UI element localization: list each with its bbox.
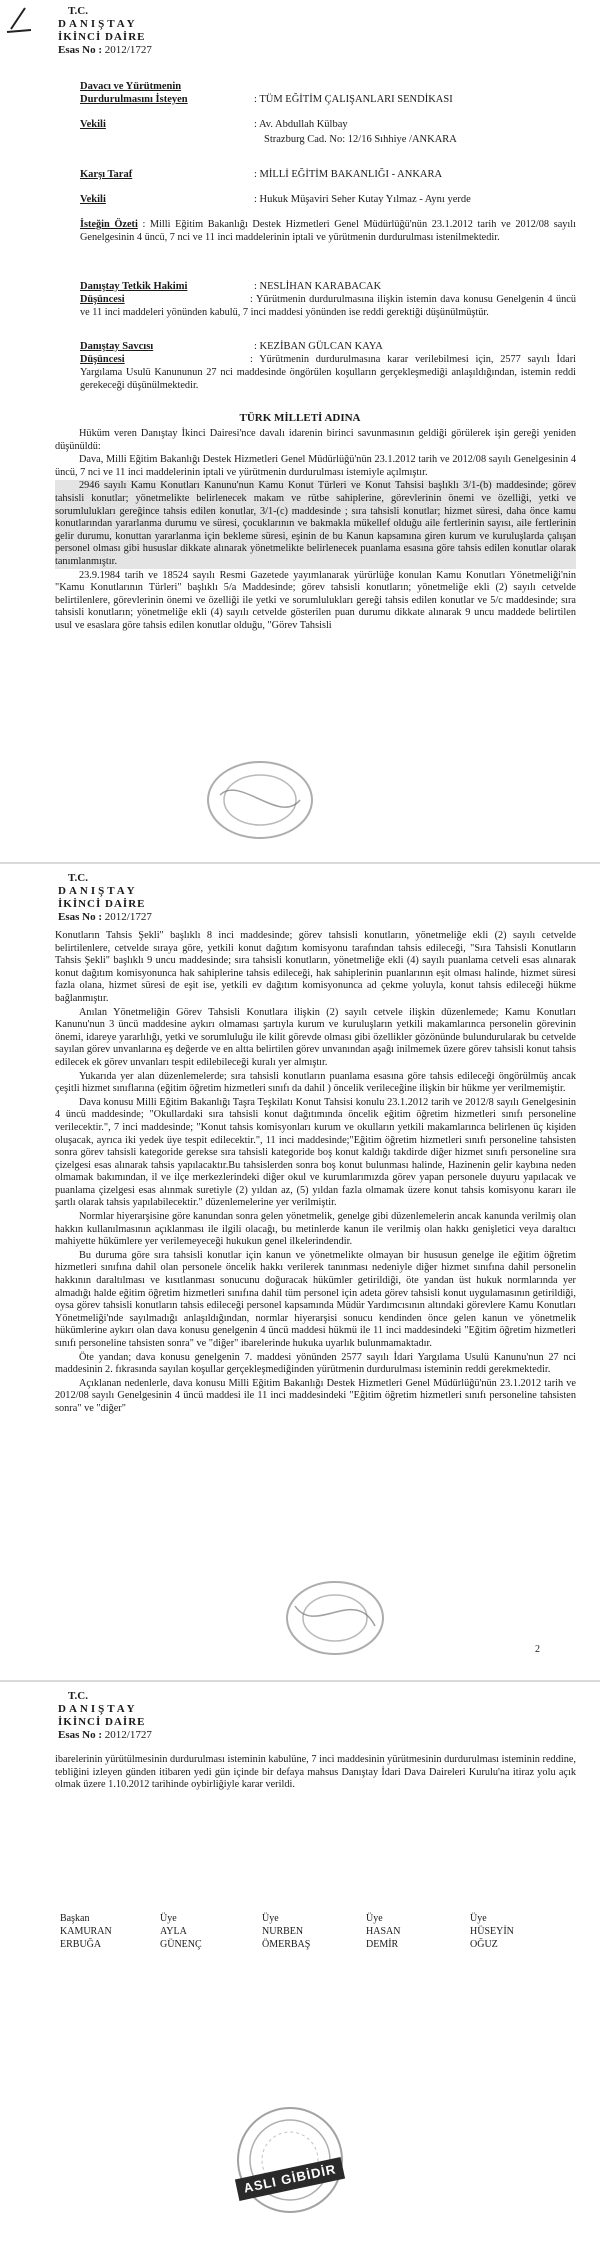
request-summary <box>80 218 576 244</box>
paragraph: 2946 sayılı Kamu Konutları Kanunu'nun Kamu Konut Türleri ve Konut Tahsisi başlıklı 3/1-(b) maddesinde; görev tahsisli konutlar; yönetmelikte belirlenecek makam ve rütbe sahiplerine, görevlerinin önemi ve özelliği, yetki ve sorumlulukları gereğince tahsis edilen konutlar, 3/1-(c) maddesinde ; sıra tahsisli konutlar; hizmet süresi, daha önce kamu konutlarından yararlanma durumu ve süresi, çocuklarının ve bakmakla mükellef olduğu aile fertlerinin sayısı, aile fertlerinin gelir durumu, konuttan yararlanma için bekleme süresi, eşinin de bu Kanun kapsamına giren kurum ve kuruluşlarda çalışan personel olması gibi hususlar dikkate alınarak yönetmelikte belirlenecek puanlama esasına göre tahsis edilen konutlar olarak tanımlanmıştır. <box>55 480 576 567</box>
official-stamp-icon <box>280 1576 390 1661</box>
attorney-2-label: Vekili <box>80 194 106 205</box>
court-header <box>58 1690 152 1742</box>
paragraph: Anılan Yönetmeliğin Görev Tahsisli Konutlara ilişkin (2) sayılı cetvele ilişkin düzenlemede; Kamu Konutları Kanunu'nun 3 üncü maddesine aykırı olmaması şartıyla kurum ve kuruluşların yetkili makamlarınca personelin görevinin önemi, idareye yararlılığı, yetki ve sorumluluğu ile kilit görevde olması gibi özellikler gözönünde bulundurularak bu cetvelde sayılan görev unvanlarına eş değerde ve en altta belirtilen görev unvanından aşağı inilmemek üzere görev tahsisli konut tahsis edilecek ek görev unvanları tespit edilebileceği kuralı yer almıştır. <box>55 1006 576 1068</box>
signer-first-name: HASAN <box>366 1926 401 1937</box>
signature-block <box>470 1912 514 1951</box>
header-esas <box>58 911 152 924</box>
header-tc: T.C. <box>68 1690 88 1702</box>
header-esas <box>58 1729 152 1742</box>
page-1-body <box>55 428 576 634</box>
signer-first-name: KAMURAN <box>60 1926 112 1937</box>
paragraph: Açıklanan nedenlerle, dava konusu Milli Eğitim Bakanlığı Destek Hizmetleri Genel Müdürlüğü'nün 23.1.2012 tarih ve 2012/08 sayılı Genelgesinin 4 üncü maddesi ile 11 inci maddesindeki "Eğitim öğretim hizmetleri sınıfı personeline tahsisten sonra" ve "diğer" <box>55 1377 576 1414</box>
signature-block <box>160 1912 202 1951</box>
plaintiff-label-2: Durdurulmasını İsteyen <box>80 94 188 105</box>
signer-first-name: AYLA <box>160 1926 187 1937</box>
request-label: İsteğin Özeti <box>80 219 138 230</box>
esas-label: Esas No : <box>58 1729 103 1741</box>
court-header <box>58 872 152 924</box>
header-chamber: İKİNCİ DAİRE <box>58 31 146 43</box>
prosecutor-label: Danıştay Savcısı <box>80 341 154 352</box>
esas-value: 2012/1727 <box>104 1729 152 1741</box>
signer-role: Üye <box>366 1913 383 1924</box>
handwritten-mark-icon <box>5 5 33 33</box>
header-tc: T.C. <box>68 872 88 884</box>
signature-block <box>262 1912 310 1951</box>
header-chamber: İKİNCİ DAİRE <box>58 898 146 910</box>
header-court: DANIŞTAY <box>58 885 138 897</box>
paragraph: Normlar hiyerarşisine göre kanundan sonra gelen yönetmelik, genelge gibi düzenlemelerin ancak kanunda verilmiş olan hakkın kullanılmasının açıklanması ile ilgili olacağı, bu metinlerde kanun ile verilmiş olan hakkı genişletici veya daraltıcı mahiyette hükümlere yer verilemeyeceği hukukun genel ilkelerindendir. <box>55 1211 576 1248</box>
prosecutor-opinion-value: : Yürütmenin durdurulmasına karar verilebilmesi için, 2577 sayılı İdari Yargılama Usulü Kanununun 27 nci maddesinde öngörülen koşulların gerçekleşmediği anlaşıldığından, istemin reddi gerekeceği düşünülmektedir. <box>80 354 576 391</box>
signature-block <box>366 1912 400 1951</box>
defendant-label: Karşı Taraf <box>80 169 133 180</box>
esas-value: 2012/1727 <box>104 911 152 923</box>
judge-value: : NESLİHAN KARABACAK <box>254 281 382 292</box>
prosecutor-value: : KEZİBAN GÜLCAN KAYA <box>254 341 383 352</box>
header-court: DANIŞTAY <box>58 1703 138 1715</box>
plaintiff-label-1: Davacı ve Yürütmenin <box>80 81 182 92</box>
paragraph: ibarelerinin yürütülmesinin durdurulması isteminin kabulüne, 7 inci maddesinin yürütmesinin durdurulması isteminin reddine, tebliğini izleyen günden itibaren yedi gün içinde bir defaya mahsus Danıştay İdari Dava Daireleri Kurulu'na itiraz yolu açık olmak üzere 1.10.2012 tarihinde oybirliğiyle karar verildi. <box>55 1754 576 1791</box>
defendant-value: : MİLLİ EĞİTİM BAKANLIĞI - ANKARA <box>254 169 443 180</box>
paragraph: Bu duruma göre sıra tahsisli konutlar için kanun ve yönetmelikte olmayan bir hususun genelge ile eğitim öğretim hizmetleri sınıfına dahil olan personele öncelik hakkı verilerek tanınması nedeniyle diğer hizmet sınıfına dahil personelin hakkının daraltılması ve kısıtlanması sonucunu doğuracak hükümler getirildiği, öte yandan üst hukuk normlarında yer almadığı halde eğitim öğretim hizmetleri sınıfına dahil tüm personel için adeta görev tahsisli konut uygulamasının getirildiği, oysa görev tahsisli konutların tahsis edileceği personel kapsamında Müdür Yardımcısının altındaki görevlere Kamu Konutları Yönetmeliği'nde sayılmadığı anlaşıldığından, normlar hiyerarşisi sonucu kendinden önce gelen kanun ve yönetmelik hükümlerine aykırı olan dava konusu genelgenin 4 üncü maddesi hükmü ile 11 inci maddesindeki "Eğitim öğretim hizmetleri sınıfı personeline tahsisten sonra" ve "diğer" ibarelerinde hukuka uyarlık bulunmamaktadır. <box>55 1249 576 1349</box>
paragraph: Konutların Tahsis Şekli" başlıklı 8 inci maddesinde; görev tahsisli konutların, yönetmeliğe ekli (2) sayılı cetvelde belirtilenlere, cetvelde sıraya göre, yetkili konut dağıtım komisyonu tarafından tahsis edileceği, "Sıra Tahsisli Konutların Tahsis Şekli" başlıklı 9 uncu maddesinde; sıra tahsisli konutların, yönetmeliğe ekli (4) sayılı puanlama cetveli esas alınarak konut dağıtım komisyonunca hak sahiplerine tahsis edileceği, hak sahiplerinin puanlarının eşit olması halinde, hizmet süresi fazla olana, hizmet süresi de eşit ise, yetkili ev dağıtım komisyonunca ad çekme yoluyla, konut tahsis edileceği hükme bağlanmıştır. <box>55 930 576 1004</box>
page-3-body <box>55 1754 576 1793</box>
decision-title: TÜRK MİLLETİ ADINA <box>239 412 361 424</box>
signer-last-name: OĞUZ <box>470 1939 498 1950</box>
page-number: 2 <box>535 1644 540 1655</box>
paragraph: Yukarıda yer alan düzenlemelerde; sıra tahsisli konutların puanlama esasına göre tahsis edileceği öngörülmüş ancak çeşitli hizmet sınıflarına (eğitim öğretim hizmetleri sınıfı da dahil ) öncelik verileceğine ilişkin bir hükme yer verilmemiştir. <box>55 1070 576 1095</box>
judge-opinion-label: Düşüncesi <box>80 294 125 305</box>
paragraph: Öte yandan; dava konusu genelgenin 7. maddesi yönünden 2577 sayılı İdari Yargılama Usulü Kanunu'nun 27 nci maddesinin 2. fıkrasında sayılan koşullar gerçekleşmediğinden yürütmenin durdurulması isteminin reddi gerekmektedir. <box>55 1351 576 1376</box>
signer-last-name: ERBUĞA <box>60 1939 102 1950</box>
attorney-2-value: : Hukuk Müşaviri Seher Kutay Yılmaz - Aynı yerde <box>254 194 471 205</box>
signer-last-name: GÜNENÇ <box>160 1939 202 1950</box>
paragraph: 23.9.1984 tarih ve 18524 sayılı Resmi Gazetede yayımlanarak yürürlüğe konulan Kamu Konutları Yönetmeliği'nin "Kamu Konutlarının Türleri" başlıklı 5/a Maddesinde; görev tahsisli konutların; yönetmeliğe ekli (2) sayılı cetvelde belirtilenlere, görevlerinin önemi ve özelliği ile yetki ve sorumlulukları gereği tahsis edilen konutlar ve 5/c maddesinde; sıra tahsisli konutların; yönetmeliğe ekli (4) sayılı cetvelde gösterilen puan durumu dikkate alınarak 9 uncu maddede belirtilen usul ve esaslara göre tahsis edilen konutlar olduğu, "Görev Tahsisli <box>55 569 576 631</box>
stamp-label: ASLI GİBİDİR <box>235 2157 345 2201</box>
official-stamp-icon <box>200 755 320 845</box>
judge-label: Danıştay Tetkik Hakimi <box>80 281 188 292</box>
signer-first-name: HÜSEYİN <box>470 1926 514 1937</box>
plaintiff-value: : TÜM EĞİTİM ÇALIŞANLARI SENDİKASI <box>254 94 453 105</box>
page-2-body <box>55 930 576 1417</box>
esas-value: 2012/1727 <box>104 44 152 56</box>
header-esas <box>58 44 152 57</box>
signer-last-name: DEMİR <box>366 1939 399 1950</box>
header-court: DANIŞTAY <box>58 18 138 30</box>
paragraph: Dava konusu Milli Eğitim Bakanlığı Taşra Teşkilatı Konut Tahsisi konulu 23.1.2012 tarih ve 2012/8 sayılı Genelgesinin 4 üncü maddesinde; "Okullardaki sıra tahsisli konut dağıtımında öncelik eğitim öğretim hizmetleri sınıfı personeline verilecektir.", 7 inci maddesinde; "Konut tahsis komisyonları kurum ve okulların yetkili makamlarınca belirlenen üç kişiden oluşacak, ayrıca iki yedek üye tespit edilecektir.", 11 inci maddesinde;"Eğitim öğretim hizmetleri sınıfı personeline tahsisten sonra görev tahsisli kategoride gerekse sıra tahsisli kategoride boş konut kaldığı takdirde diğer hizmet sınıfı personeline sıra çizelgesi esas alınarak tahsis yapılacaktır.Bu tahsislerden sonra boş konut bulunması halinde, Hazinenin gelir kaybına neden olmamak bakımından, il ve ilçe merkezlerindeki diğer okul ve kurumlarımızda görev yapan personele duyuru yapılacak ve puanlama çizelgesi esas alınmak suretiyle (2) yıldan az, (5) yıldan fazla olmamak üzere konut tahsis komisyonu kararı ile şartlı olarak tahsis yapılabilecektir." düzenlemelerine yer verilmiştir. <box>55 1096 576 1209</box>
signer-last-name: ÖMERBAŞ <box>262 1939 311 1950</box>
header-chamber: İKİNCİ DAİRE <box>58 1716 146 1728</box>
judge-opinion <box>80 293 576 319</box>
document-page-1 <box>0 0 600 855</box>
signer-role: Başkan <box>60 1913 90 1924</box>
attorney-1-address: Strazburg Cad. No: 12/16 Sıhhiye /ANKARA <box>264 134 457 145</box>
signer-role: Üye <box>262 1913 279 1924</box>
document-page-2 <box>0 862 600 1676</box>
prosecutor-opinion-label: Düşüncesi <box>80 354 125 365</box>
signature-block <box>60 1912 112 1951</box>
paragraph: Dava, Milli Eğitim Bakanlığı Destek Hizmetleri Genel Müdürlüğü'nün 23.1.2012 tarih ve 2012/08 sayılı Genelgesinin 4 üncü, 7 nci ve 11 inci maddelerinin iptali ve yürütmenin durdurulması istemiyle açılmıştır. <box>55 454 576 478</box>
attorney-1-label: Vekili <box>80 119 106 130</box>
court-header <box>58 5 152 57</box>
request-value: : Milli Eğitim Bakanlığı Destek Hizmetleri Genel Müdürlüğü'nün 23.1.2012 tarih ve 2012/08 sayılı Genelgesinin 4 üncü, 7 nci ve 11 inci maddelerinin iptali ve yürütmenin durdurulması istenilmektedir. <box>80 219 577 243</box>
esas-label: Esas No : <box>58 911 103 923</box>
certified-copy-stamp <box>230 2100 350 2220</box>
signer-role: Üye <box>470 1913 487 1924</box>
signer-first-name: NURBEN <box>262 1926 304 1937</box>
paragraph: Hüküm veren Danıştay İkinci Dairesi'nce davalı idarenin birinci savunmasının geldiği görülerek işin gereği yeniden düşünüldü: <box>55 428 576 452</box>
esas-label: Esas No : <box>58 44 103 56</box>
judge-opinion-value: : Yürütmenin durdurulmasına ilişkin istemin dava konusu Genelgenin 4 üncü ve 11 inci maddeleri yönünden kabulü, 7 inci maddesi yönünden ise reddi gerektiği düşünülmüştür. <box>80 294 576 318</box>
prosecutor-opinion <box>80 353 576 392</box>
header-tc: T.C. <box>68 5 88 17</box>
attorney-1-value: : Av. Abdullah Külbay <box>254 119 348 130</box>
signer-role: Üye <box>160 1913 177 1924</box>
